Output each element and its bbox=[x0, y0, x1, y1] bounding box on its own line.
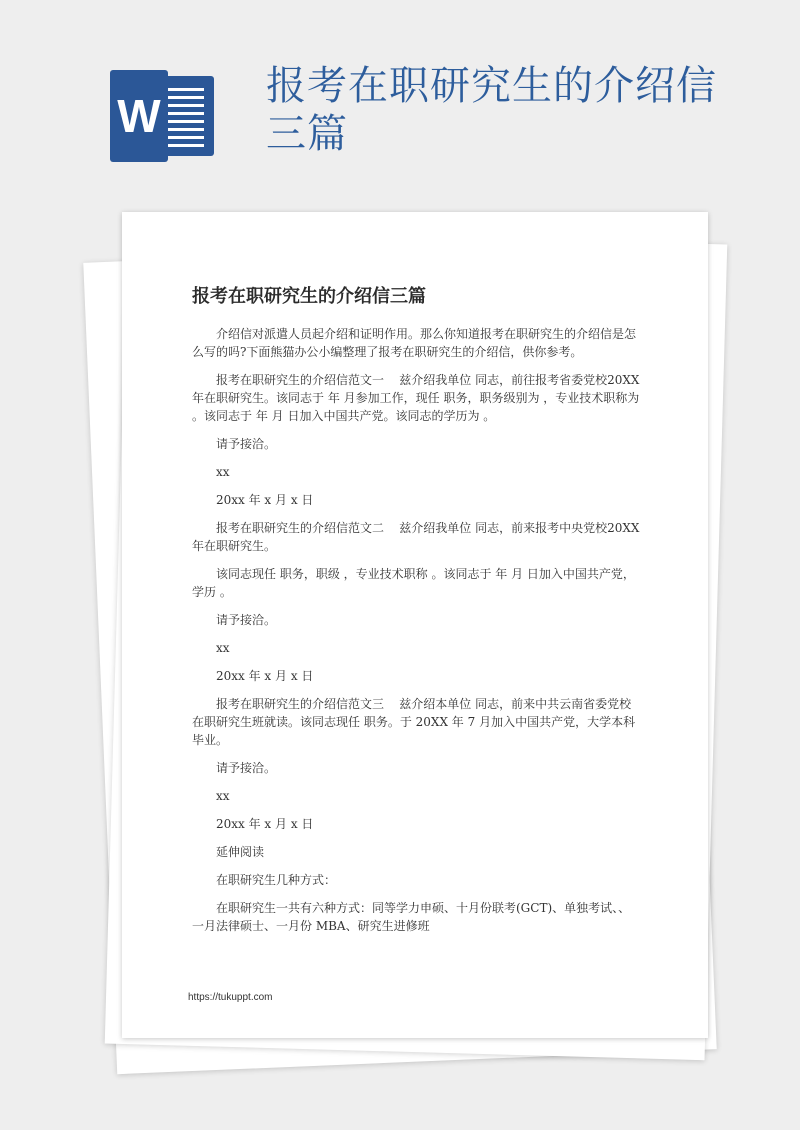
extended-reading-heading: 延伸阅读 bbox=[216, 845, 265, 859]
document-body bbox=[192, 325, 642, 945]
letter-one-paragraph: 报考在职研究生的介绍信范文一 兹介绍我单位 同志，前往报考省委党校20XX 年在职研究生。该同志于 年 月参加工作，现任 职务，职务级别为 ，专业技术职称为 。该同志于 年 月 日加入中国共产党。该同志的学历为 。 bbox=[192, 373, 644, 423]
signature-line: xx bbox=[216, 789, 230, 803]
word-sheet-lines bbox=[164, 88, 204, 152]
date-line: 20xx 年 x 月 x 日 bbox=[216, 817, 314, 831]
date-line: 20xx 年 x 月 x 日 bbox=[216, 493, 314, 507]
document-title: 报考在职研究生的介绍信三篇 bbox=[192, 286, 426, 307]
page-title: 报考在职研究生的介绍信三篇 bbox=[266, 63, 717, 157]
intro-paragraph: 介绍信对派遣人员起介绍和证明作用。那么你知道报考在职研究生的介绍信是怎么写的吗?下面熊猫办公小编整理了报考在职研究生的介绍信，供你参考。 bbox=[192, 327, 637, 359]
source-url: https://tukuppt.com bbox=[188, 992, 273, 1003]
word-logo-icon bbox=[110, 70, 218, 162]
methods-heading: 在职研究生几种方式： bbox=[216, 873, 337, 887]
closing-line: 请予接洽。 bbox=[216, 437, 277, 451]
closing-line: 请予接洽。 bbox=[216, 761, 277, 775]
signature-line: xx bbox=[216, 465, 230, 479]
signature-line: xx bbox=[216, 641, 230, 655]
letter-three-paragraph: 报考在职研究生的介绍信范文三 兹介绍本单位 同志，前来中共云南省委党校在职研究生班就读。该同志现任 职务。于 20XX 年 7 月加入中国共产党，大学本科毕业。 bbox=[192, 697, 636, 747]
letter-two-detail: 该同志现任 职务，职级 ，专业技术职称 。该同志于 年 月 日加入中国共产党，学历 。 bbox=[192, 567, 635, 599]
date-line: 20xx 年 x 月 x 日 bbox=[216, 669, 314, 683]
document-page bbox=[122, 212, 708, 1038]
methods-paragraph: 在职研究生一共有六种方式：同等学力申硕、十月份联考(GCT)、单独考试、、一月法律硕士、一月份 MBA、研究生进修班 bbox=[192, 901, 631, 933]
letter-two-paragraph: 报考在职研究生的介绍信范文二 兹介绍我单位 同志，前来报考中央党校20XX 年在职研究生。 bbox=[192, 521, 644, 553]
word-badge: W bbox=[110, 70, 168, 162]
closing-line: 请予接洽。 bbox=[216, 613, 277, 627]
